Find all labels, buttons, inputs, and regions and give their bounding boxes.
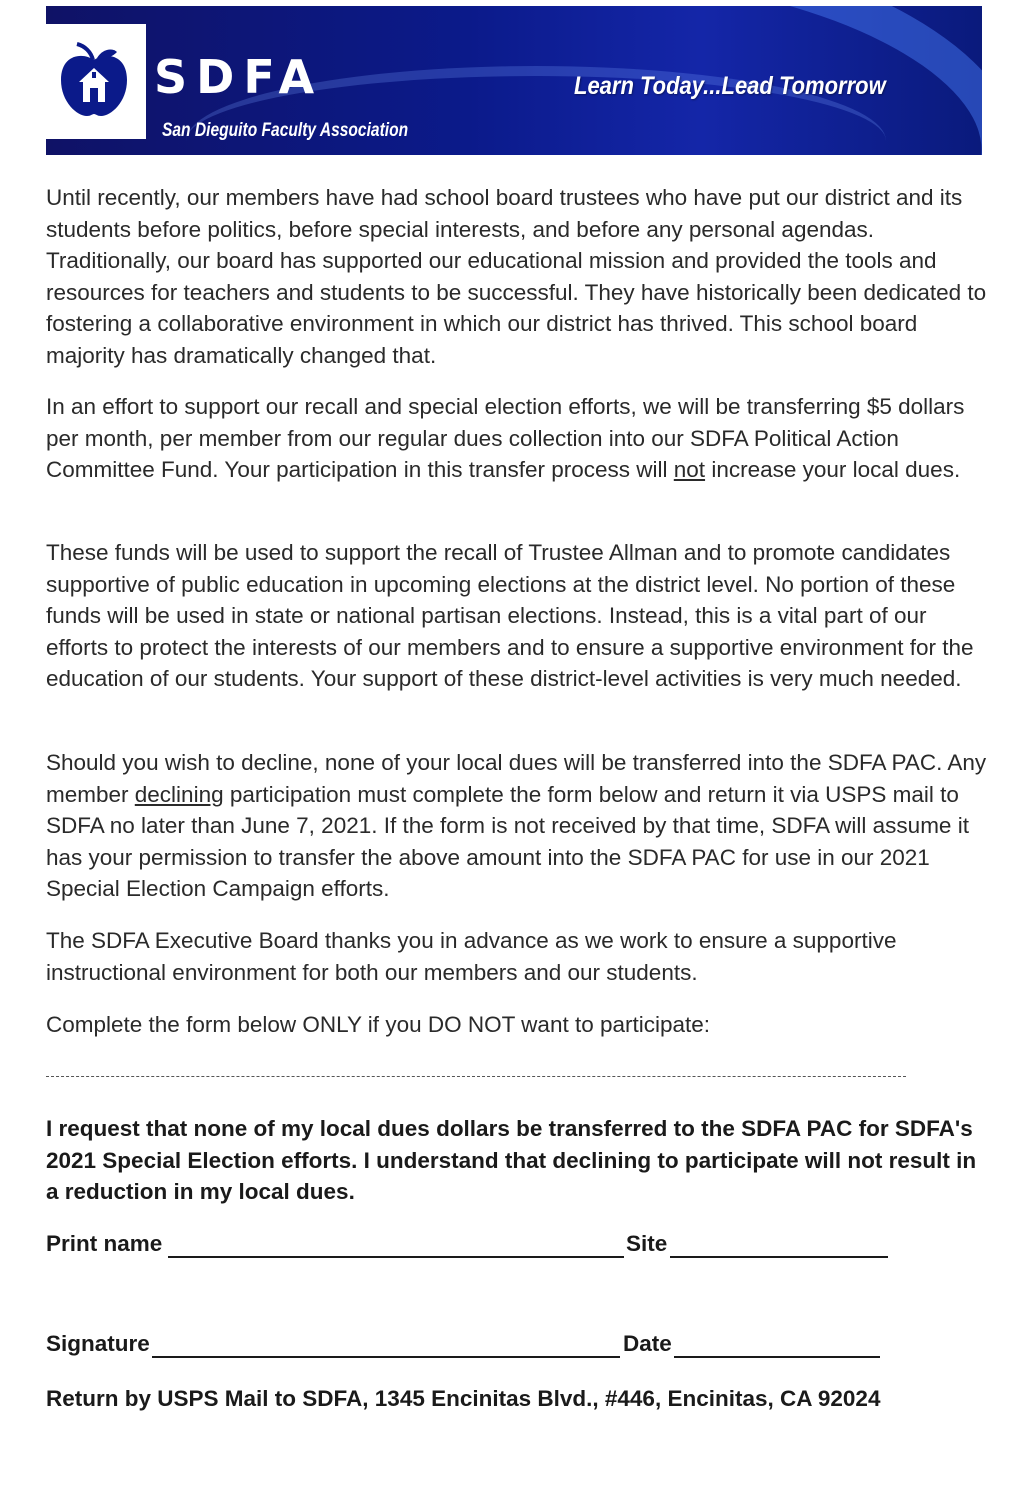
emphasis-declining: declining	[134, 781, 224, 807]
paragraph-intro: Until recently, our members have had school board trustees who have put our district and its students before politics, before special interests, and before any personal agendas. Traditionally, our board has supported our educational mission and provided the tools and resources for teachers and students to be successful. They have historically been dedicated to fostering a collaborative environment in which our district has thrived. This school board majority has dramatically changed that.	[46, 185, 987, 368]
paragraph-transfer-text-a: In an effort to support our recall and special election efforts, we will be transferring $5 dollars per month, per member from our regular dues collection into our SDFA Political Action Committee Fund. Your participation in this transfer process will	[46, 394, 965, 482]
paragraph-decline-text-a: Should you wish to decline, none of your local dues will be transferred into the SDFA PAC. Any member	[46, 750, 987, 807]
signature-field[interactable]	[152, 1356, 620, 1358]
paragraph-decline	[46, 747, 991, 905]
emphasis-not: not	[673, 457, 706, 482]
paragraph-form-instruction: Complete the form below ONLY if you DO NOT want to participate:	[46, 1012, 711, 1037]
site-field[interactable]	[670, 1256, 888, 1258]
date-field[interactable]	[674, 1356, 880, 1358]
cut-line-divider	[46, 1076, 906, 1077]
form-statement: I request that none of my local dues dollars be transferred to the SDFA PAC for SDFA's 2021 Special Election efforts. I understand that declining to participate will not result in a reduction in my local dues.	[46, 1116, 977, 1204]
paragraph-transfer	[46, 391, 991, 486]
tagline: Learn Today...Lead Tomorrow	[574, 72, 886, 100]
paragraph-transfer-text-b: increase your local dues.	[705, 457, 961, 482]
print-name-label: Print name	[46, 1231, 163, 1256]
brand-subtitle: San Dieguito Faculty Association	[162, 120, 409, 141]
return-address: Return by USPS Mail to SDFA, 1345 Encinitas Blvd., #446, Encinitas, CA 92024	[46, 1386, 881, 1411]
date-label: Date	[623, 1331, 672, 1356]
site-label: Site	[626, 1231, 668, 1256]
paragraph-decline-text-b: participation must complete the form below and return it via USPS mail to SDFA no later than June 7, 2021. If the form is not received by that time, SDFA will assume it has your permission to transfer the above amount into the SDFA PAC for use in our 2021 Special Election Campaign efforts.	[46, 781, 969, 901]
apple-schoolhouse-logo-icon	[55, 42, 133, 120]
paragraph-funds-use: These funds will be used to support the recall of Trustee Allman and to promote candidates supportive of public education in upcoming elections at the district level. No portion of these funds will be used in state or national partisan elections. Instead, this is a vital part of our efforts to protect the interests of our members and to ensure a supportive environment for the education of our students. Your support of these district-level activities is very much needed.	[46, 540, 974, 691]
print-name-field[interactable]	[168, 1256, 624, 1258]
header-banner	[46, 6, 982, 155]
brand-name: SDFA	[154, 50, 324, 104]
logo-background	[46, 24, 146, 139]
paragraph-thanks: The SDFA Executive Board thanks you in advance as we work to ensure a supportive instructional environment for both our members and our students.	[46, 928, 897, 985]
signature-label: Signature	[46, 1331, 150, 1356]
